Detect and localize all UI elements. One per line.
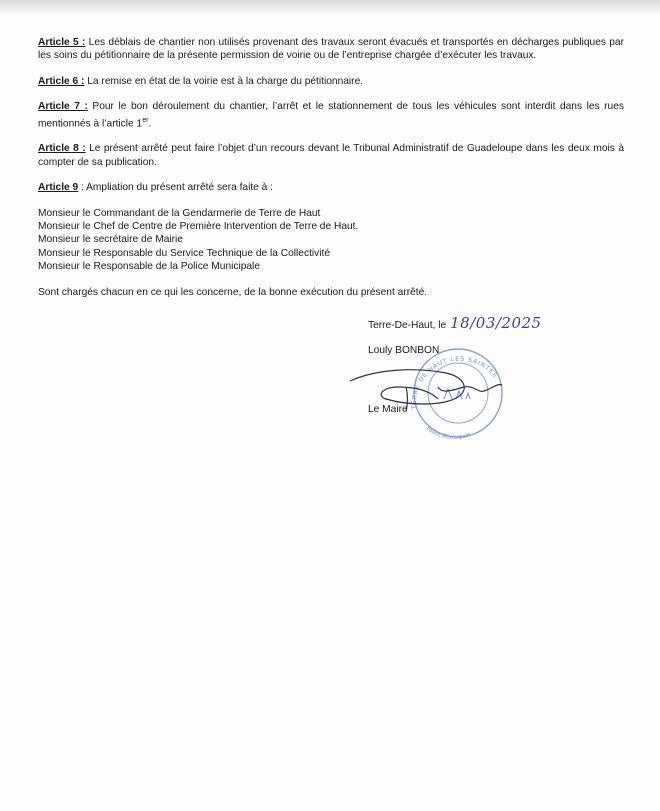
place-label: Terre-De-Haut, le <box>368 320 447 331</box>
svg-text:TERRE DE HAUT LES SAINTES: TERRE DE HAUT LES SAINTES <box>410 355 499 410</box>
signatory-role: Le Maire <box>368 404 408 415</box>
document-body <box>38 36 624 311</box>
closing-statement: Sont chargés chacun en ce qui les concerne, de la bonne exécution du présent arrêté. <box>38 286 428 298</box>
signatory-name: Louly BONBON <box>368 345 440 357</box>
recipient-item: Monsieur le Responsable de la Police Municipale <box>38 261 260 273</box>
article-7-title: Article 7 : <box>38 101 88 113</box>
scan-top-shadow <box>0 0 660 14</box>
article-5-title: Article 5 : <box>38 37 86 48</box>
date-line <box>368 314 628 332</box>
article-8-text: Le présent arrêté peut faire l’objet d’un recours devant le Tribunal Administratif de Guadeloupe dans les deux mois à compter de sa publication. <box>38 143 624 168</box>
article-7-after: . <box>148 118 152 130</box>
article-7-text: Pour le bon déroulement du chantier, l’arrêt et le stationnement de tous les véhicules sont interdit dans les rues mentionnés à l’article 1 <box>38 101 624 130</box>
article-8 <box>38 142 624 169</box>
svg-text:Police Municipale: Police Municipale <box>424 425 472 441</box>
article-7-sup: er <box>142 116 149 124</box>
recipient-list <box>38 207 624 274</box>
recipient-item: Monsieur le Chef de Centre de Première Intervention de Terre de Haut. <box>38 221 359 233</box>
article-6 <box>38 75 624 88</box>
article-9-title: Article 9 <box>38 182 79 194</box>
official-stamp-and-signature-icon <box>346 347 516 443</box>
article-6-title: Article 6 : <box>38 75 85 87</box>
article-8-title: Article 8 : <box>38 143 86 155</box>
article-6-text: La remise en état de la voirie est à la charge du pétitionnaire. <box>84 75 364 87</box>
article-9-text: : Ampliation du présent arrêté sera faite à : <box>78 182 274 194</box>
article-7 <box>38 100 624 130</box>
article-9 <box>38 181 624 194</box>
signature-block <box>368 314 628 441</box>
article-5-text: Les déblais de chantier non utilisés provenant des travaux seront évacués et transportés en décharges publiques par les soins du pétitionnaire de la présente permission de voirie ou de l’entreprise chargée d’exécuter les travaux. <box>38 37 624 62</box>
recipient-item: Monsieur le secrétaire de Mairie <box>38 234 183 246</box>
article-5 <box>38 36 624 63</box>
handwritten-date: 18/03/2025 <box>450 314 542 332</box>
recipient-item: Monsieur le Commandant de la Gendarmerie de Terre de Haut <box>38 207 321 219</box>
recipient-item: Monsieur le Responsable du Service Technique de la Collectivité <box>38 247 331 259</box>
